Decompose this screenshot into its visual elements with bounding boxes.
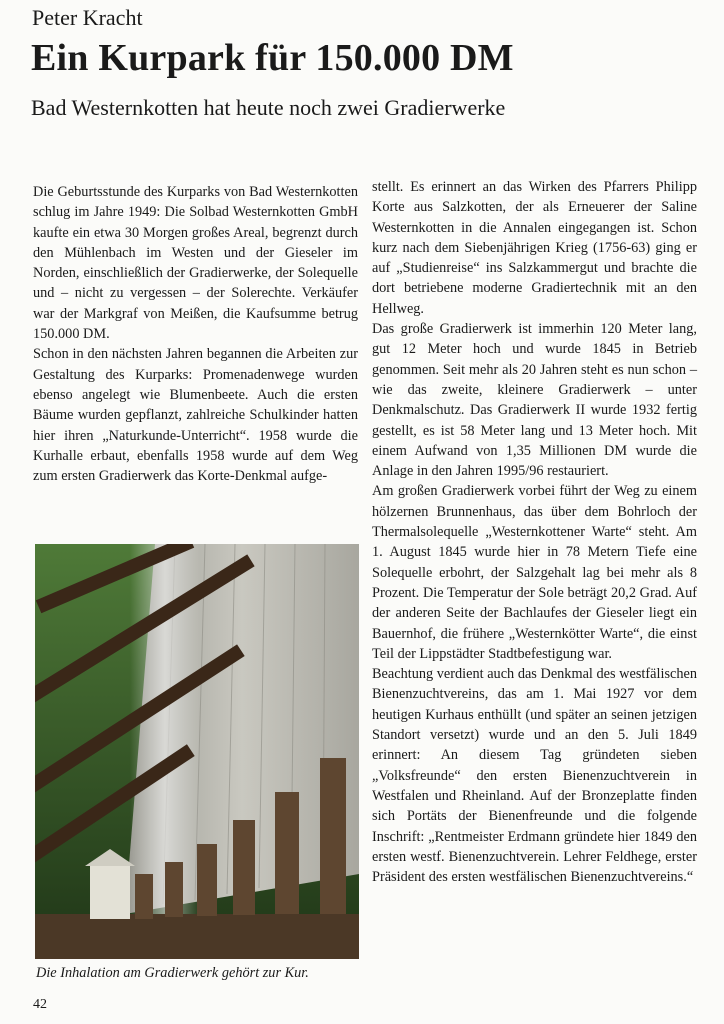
paragraph: Schon in den nächsten Jahren begannen die Arbeiten zur Gestaltung des Kurparks: Promenadenwege wurden ebenso angelegt wie Blumenbeete. Auch die ersten Bäume wurden gepflanzt, zahlreiche Schulkinder hatten hier ihren „Naturkunde-Unterricht“. 1958 wurde die Kurhalle erbaut, ebenfalls 1958 wurde auf dem Weg zum ersten Gradierwerk das Korte-Denkmal aufge- <box>33 346 358 485</box>
paragraph: Beachtung verdient auch das Denkmal des westfälischen Bienenzuchtvereins, das am 1. Mai 1927 vor dem heutigen Kurhaus enthüllt (und später an seinen jetzigen Standort versetzt) wurde und an den 5. Juli 1849 erinnert: An diesem Tag gründeten sieben „Volksfreunde“ den ersten Bienenzuchtverein in Westfalen und Rheinland. Auf der Bronzeplatte finden sich Portäts der Bienenfreunde und die folgende Inschrift: „Rentmeister Erdmann gründete hier 1849 den ersten westf. Bienenzuchtverein. Lehrer Feldhege, erster Präsident des ersten westfälischen Bienenzuchtvereins.“ <box>372 666 697 886</box>
paragraph: Das große Gradierwerk ist immerhin 120 Meter lang, gut 12 Meter hoch und wurde 1845 in Betrieb genommen. Seit mehr als 20 Jahren steht es nun schon – wie das zweite, kleinere Gradierwerk – unter Denkmalschutz. Das Gradierwerk II wurde 1932 fertig gestellt, es ist 58 Meter lang und 13 Meter hoch. Mit einem Aufwand von 1,35 Millionen DM wurde die Anlage in den Jahren 1995/96 restauriert. <box>372 321 697 480</box>
photo-caption: Die Inhalation am Gradierwerk gehört zur Kur. <box>36 965 309 981</box>
paragraph: Am großen Gradierwerk vorbei führt der Weg zu einem hölzernen Brunnenhaus, das über dem Bohrloch der Thermalsolequelle „Westernkottener Warte“ steht. Am 1. August 1845 wurde hier in 78 Metern Tiefe eine Solequelle erbohrt, der Salzgehalt lag bei mehr als 8 Prozent. Die Temperatur der Sole beträgt 20,2 Grad. Auf der anderen Seite der Bachlaufes der Gieseler liegt ein Bauernhof, die frühere „Westernkötter Warte“, die einst Teil der Lippstädter Stadtbefestigung war. <box>372 483 697 662</box>
author-name: Peter Kracht <box>32 5 143 30</box>
article-title: Ein Kurpark für 150.000 DM <box>31 37 514 79</box>
paragraph: Die Geburtsstunde des Kurparks von Bad Westernkotten schlug im Jahre 1949: Die Solbad Westernkotten GmbH kaufte ein etwa 30 Morgen großes Areal, begrenzt durch den Mühlenbach im Westen und der Gieseler im Norden, einschließlich der Gradierwerke, der Solequelle und – nicht zu vergessen – der Solerechte. Verkäufer war der Markgraf von Meißen, die Kaufsumme betrug 150.000 DM. <box>33 184 358 343</box>
gradierwerk-photo <box>35 544 359 959</box>
paragraph: stellt. Es erinnert an das Wirken des Pfarrers Philipp Korte aus Salzkotten, der als Erneuerer der Saline Westernkotten in die Annalen eingegangen ist. Schon kurz nach dem Siebenjährigen Krieg (1756-63) ging er auf „Studienreise“ ins Salzkammergut und brachte die dort betriebene moderne Gradiertechnik mit an den Hellweg. <box>372 179 697 317</box>
text-column-left <box>33 182 358 486</box>
gradierwerk-photo-illustration <box>35 544 359 959</box>
text-column-right <box>372 177 697 887</box>
page-number: 42 <box>33 997 47 1012</box>
article-subtitle: Bad Westernkotten hat heute noch zwei Gradierwerke <box>31 95 506 120</box>
